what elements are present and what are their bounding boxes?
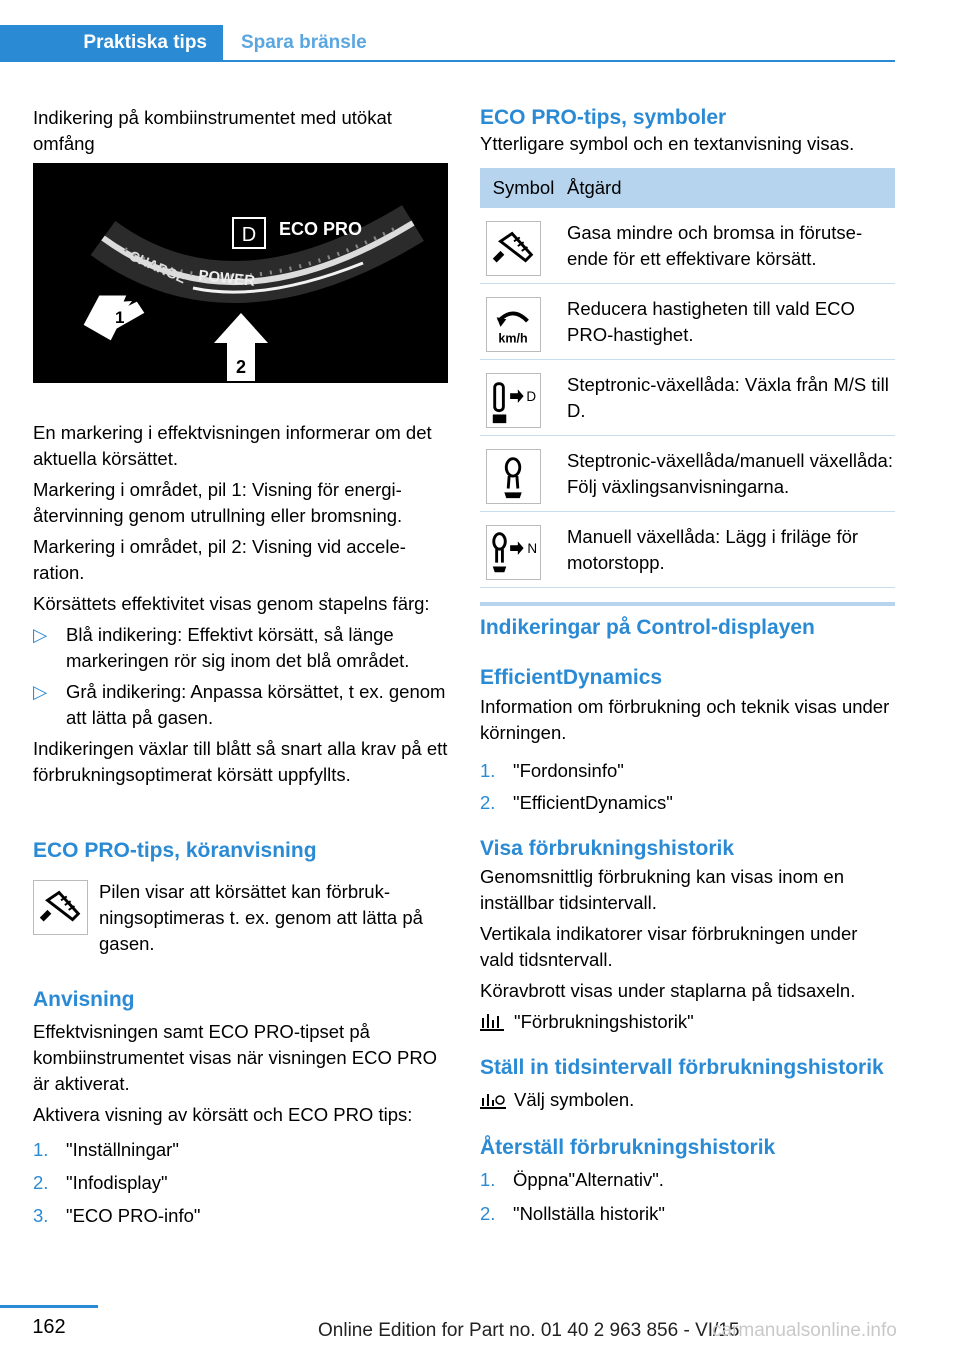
speed-kmh-icon [486,297,541,352]
heading-efficientdynamics: EfficientDynamics [480,666,663,689]
list-item: ▷ Blå indikering: Effektivt körsätt, så länge markeringen rör sig inom det blå området. [33,624,410,671]
right-bottom [480,615,895,1227]
list-item: 1. "Fordonsinfo" [480,760,624,781]
power-label: POWER [197,267,256,290]
anvisning-aktivera: Aktivera visning av körsätt och ECO PRO tips: [33,1104,413,1125]
tab-spara-bransle[interactable]: Spara bränsle [241,32,367,53]
svg-text:D: D [526,388,537,404]
table-row [480,360,895,436]
hist-text-2: Vertikala indikatorer visar förbrukningen under vald tidsntervall. [480,923,858,970]
triangle-bullet-icon: ▷ [33,624,48,645]
anvisning-section [33,987,448,1229]
table-row [480,208,895,284]
row-text: Manuell växellåda: Lägg i friläge för motorstopp. [567,526,859,573]
para-pil-1: Markering i området, pil 1: Visning för energiåtervinning genom utrullning eller bromsning. [33,479,403,526]
col-atgard: Åtgärd [567,177,622,198]
table-row [480,512,895,588]
tab-praktiska-tips[interactable]: Praktiska tips [0,25,223,61]
row-text: Steptronic-växellåda/manuell växellåda: Följ växlingsanvisningarna. [567,450,893,497]
anvisning-text: Effektvisningen samt ECO PRO-tipset på kombiinstrumentet visas när visningen ECO PRO är aktiverat. [33,1021,438,1094]
charge-label: CHARGE [126,247,189,287]
list-item: 1. "Inställningar" [33,1139,179,1160]
hist-link-text[interactable]: "Förbrukningshistorik" [514,1011,694,1032]
heading-anvisning: Anvisning [33,988,135,1011]
para-markering: En markering i effektvisningen informerar om det aktuella körsättet. [33,422,432,469]
table-bottom-rule [480,602,895,606]
heading-symboler: ECO PRO-tips, symboler [480,106,727,129]
symbol-table [480,168,895,606]
edition-text: Online Edition for Part no. 01 40 2 963 856 - VI/15 [318,1320,740,1341]
arrow-1-icon [83,295,145,341]
svg-text:N: N [527,540,538,556]
header-divider [0,60,895,62]
para-pil-2: Markering i området, pil 2: Visning vid acceleration. [33,536,406,583]
heading-control-display: Indikeringar på Control-displayen [480,616,815,639]
hist-link-row [480,1009,895,1035]
para-vaxlar: Indikeringen växlar till blått så snart alla krav på ett förbrukningsoptimerat körsätt uppfyllts. [33,738,448,785]
right-top [480,105,895,157]
heading-aterstall: Återställ förbrukningshistorik [480,1136,776,1159]
tips-text-block [99,879,449,957]
hist-text-1: Genomsnittlig förbrukning kan visas inom en inställbar tidsintervall. [480,866,845,913]
col-symbol: Symbol [492,177,555,198]
gear-n-icon [486,525,541,580]
tips-section [33,838,448,864]
table-row [480,436,895,512]
interval-row [480,1087,895,1113]
ed-text: Information om förbrukning och teknik visas under körningen. [480,696,890,743]
list-item: 1. Öppna"Alternativ". [480,1169,664,1190]
gear-d-icon [486,373,541,428]
symboler-intro: Ytterligare symbol och en textanvisning visas. [480,133,855,154]
hist-text-3: Köravbrott visas under staplarna på tidsaxeln. [480,980,856,1001]
tips-text: Pilen visar att körsättet kan förbrukningsoptimeras t. ex. genom att lätta på gasen. [99,881,423,954]
table-header [480,168,895,208]
svg-text:km/h: km/h [498,331,528,346]
heading-koranvisning: ECO PRO-tips, köranvisning [33,839,317,862]
left-body [33,420,448,788]
gear-shift-icon [486,449,541,504]
list-item: 3. "ECO PRO-info" [33,1205,201,1226]
row-text: Steptronic-växellåda: Växla från M/S till D. [567,374,889,421]
para-farg: Körsättets effektivitet visas genom stapelns färg: [33,593,430,614]
list-item: 2. "Infodisplay" [33,1172,168,1193]
gear-d-label: D [241,224,257,246]
interval-text: Välj symbolen. [514,1089,635,1110]
list-item: 2. "Nollställa historik" [480,1203,665,1224]
foot-pedal-icon [33,880,88,935]
left-column [33,105,448,157]
list-item: 2. "EfficientDynamics" [480,792,673,813]
heading-tidsintervall: Ställ in tidsintervall förbrukningshistorik [480,1056,884,1079]
instrument-figure [33,163,448,383]
table-row [480,284,895,360]
foot-pedal-icon [486,221,541,276]
watermark: carmanualsonline.info [712,1320,897,1341]
row-text: Gasa mindre och bromsa in förutseende för ett effektivare körsätt. [567,222,863,269]
heading-historik: Visa förbrukningshistorik [480,837,734,860]
arrow-1-label: 1 [115,308,125,327]
arrow-2-label: 2 [235,357,247,377]
list-item: ▷ Grå indikering: Anpassa körsättet, t ex. genom att lätta på gasen. [33,681,446,728]
bar-chart-settings-icon[interactable] [480,1090,506,1117]
eco-pro-label: ECO PRO [279,219,363,239]
intro-text: Indikering på kombiinstrumentet med utökat omfång [33,107,392,154]
footer-divider [0,1305,98,1308]
triangle-bullet-icon: ▷ [33,681,48,702]
row-text: Reducera hastigheten till vald ECO PRO-hastighet. [567,298,855,345]
bar-chart-icon [480,1012,504,1039]
page-number: 162 [32,1316,66,1338]
